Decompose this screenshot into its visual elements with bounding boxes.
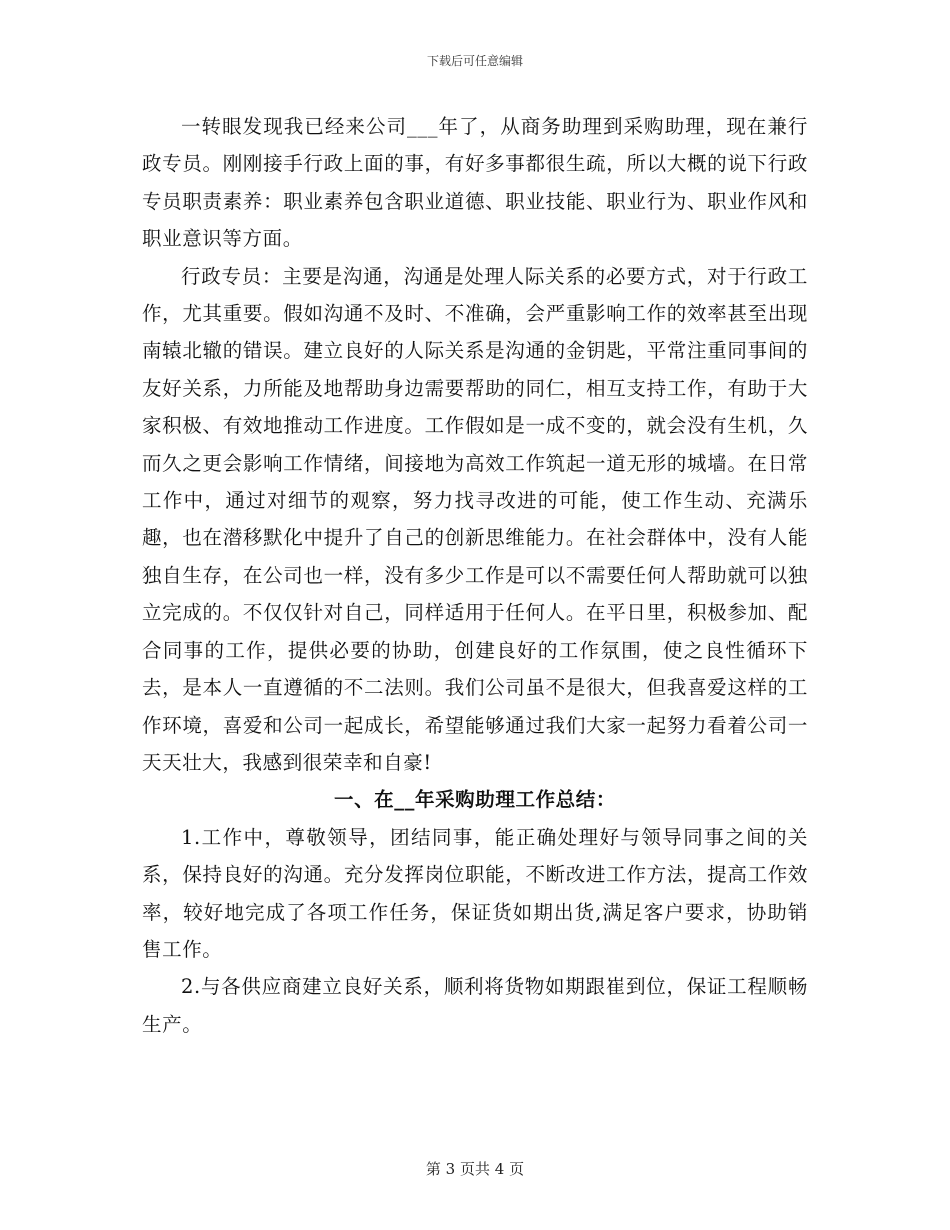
list-item: 1.工作中，尊敬领导，团结同事，能正确处理好与领导同事之间的关系，保持良好的沟通。充分发挥岗位职能，不断改进工作方法，提高工作效率，较好地完成了各项工作任务，保证货如期出货,满足客户要求，协助销售工作。	[142, 825, 808, 961]
intro-paragraph: 一转眼发现我已经来公司___年了，从商务助理到采购助理，现在兼行政专员。刚刚接手行政上面的事，有好多事都很生疏，所以大概的说下行政专员职责素养：职业素养包含职业道德、职业技能、职业行为、职业作风和职业意识等方面。	[142, 115, 808, 251]
page-footer: 第 3 页共 4 页	[425, 1160, 525, 1178]
admin-paragraph: 行政专员：主要是沟通，沟通是处理人际关系的必要方式，对于行政工作，尤其重要。假如沟通不及时、不准确，会严重影响工作的效率甚至出现南辕北辙的错误。建立良好的人际关系是沟通的金钥匙，平常注重同事间的友好关系，力所能及地帮助身边需要帮助的同仁，相互支持工作，有助于大家积极、有效地推动工作进度。工作假如是一成不变的，就会没有生机，久而久之更会影响工作情绪，间接地为高效工作筑起一道无形的城墙。在日常工作中，通过对细节的观察，努力找寻改进的可能，使工作生动、充满乐趣，也在潜移默化中提升了自己的创新思维能力。在社会群体中，没有人能独自生存，在公司也一样，没有多少工作是可以不需要任何人帮助就可以独立完成的。不仅仅针对自己，同样适用于任何人。在平日里，积极参加、配合同事的工作，提供必要的协助，创建良好的工作氛围，使之良性循环下去，是本人一直遵循的不二法则。我们公司虽不是很大，但我喜爱这样的工作环境，喜爱和公司一起成长，希望能够通过我们大家一起努力看着公司一天天壮大，我感到很荣幸和自豪!	[142, 264, 808, 774]
document-body	[142, 108, 808, 1043]
page-header: 下载后可任意编辑	[426, 54, 523, 68]
list-item: 2.与各供应商建立良好关系，顺利将货物如期跟崔到位，保证工程顺畅生产。	[142, 975, 808, 1036]
section-title: 一、在__年采购助理工作总结：	[333, 788, 616, 812]
